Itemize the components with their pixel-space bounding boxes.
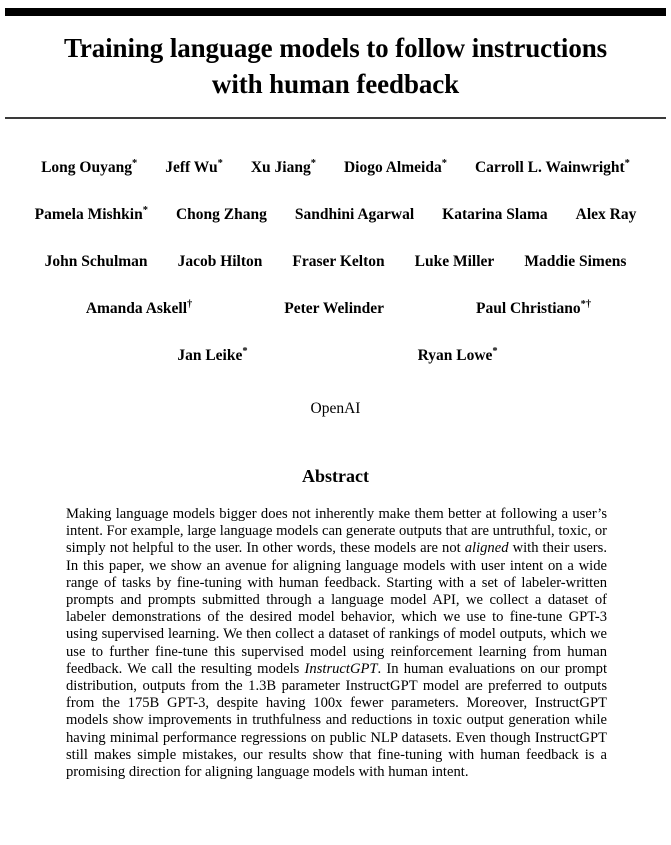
author-name: Paul Christiano*† — [476, 298, 592, 317]
author-name: Maddie Simens — [524, 253, 627, 270]
title-line-1: Training language models to follow instructions — [63, 33, 608, 63]
abstract-text: Making language models bigger does not inherently make them better at following a user’s intent. For example, large language models can generate outputs that are untruthful, toxic, or simply not helpful to the user. In other words, these models are not — [66, 506, 607, 557]
author-name: Jan Leike* — [177, 345, 248, 364]
author-name: Diogo Almeida* — [343, 157, 447, 176]
abstract-heading: Abstract — [302, 466, 369, 486]
author-footnote-marker: * — [310, 157, 316, 169]
author-footnote-marker: * — [142, 204, 148, 216]
author-name: Jeff Wu* — [165, 157, 223, 176]
author-name: Luke Miller — [414, 253, 495, 270]
author-name: Peter Welinder — [284, 300, 385, 317]
author-row — [10, 252, 661, 299]
author-footnote-marker: * — [492, 345, 498, 357]
author-name: Fraser Kelton — [292, 253, 385, 270]
abstract-emphasis: aligned — [464, 540, 509, 557]
author-row — [10, 158, 661, 205]
author-footnote-marker: * — [624, 157, 630, 169]
author-name: John Schulman — [44, 253, 148, 270]
author-name: Pamela Mishkin* — [34, 204, 148, 223]
author-footnote-marker: * — [217, 157, 223, 169]
author-name: Chong Zhang — [175, 206, 267, 223]
author-name: Xu Jiang* — [250, 157, 316, 176]
author-footnote-marker: *† — [580, 298, 592, 310]
title-line-2: with human feedback — [211, 69, 460, 99]
author-footnote-marker: * — [441, 157, 447, 169]
header-black-bar — [5, 8, 666, 16]
author-name: Alex Ray — [575, 206, 637, 223]
abstract-emphasis: InstructGPT — [304, 660, 378, 677]
author-name: Carroll L. Wainwright* — [474, 157, 630, 176]
abstract-text: . In human evaluations on our prompt distribution, outputs from the 1.3B parameter InstructGPT model are preferred to outputs from the 175B GPT-3, despite having 100x fewer parameters. Moreover, InstructGPT models show improvements in truthfulness and reductions in toxic output generation while having minimal performance regressions on public NLP datasets. Even though InstructGPT still makes simple mistakes, our results show that fine-tuning with human feedback is a promising direction for aligning language models with human intent. — [66, 660, 607, 781]
abstract-text: with their users. In this paper, we show an avenue for aligning language models with user intent on a wide range of tasks by fine-tuning with human feedback. Starting with a set of labeler-written prompts and prompts submitted through a language model API, we collect a dataset of labeler demonstrations of the desired model behavior, which we use to fine-tune GPT-3 using supervised learning. We then collect a dataset of rankings of model outputs, which we use to further fine-tune this supervised model using reinforcement learning from human feedback. We call the resulting models — [66, 540, 607, 677]
author-footnote-marker: * — [131, 157, 138, 169]
author-list — [10, 158, 661, 393]
page-title — [28, 30, 643, 102]
affiliation: OpenAI — [310, 400, 361, 417]
title-divider-rule — [5, 117, 666, 119]
author-row — [10, 299, 661, 346]
author-name: Sandhini Agarwal — [294, 206, 415, 223]
author-row — [10, 346, 661, 393]
author-row — [10, 205, 661, 252]
author-name: Ryan Lowe* — [417, 345, 498, 364]
abstract-body — [66, 506, 607, 781]
author-name: Amanda Askell† — [85, 298, 193, 317]
author-name: Long Ouyang* — [41, 157, 138, 176]
author-footnote-marker: * — [242, 345, 248, 357]
author-footnote-marker: † — [187, 298, 193, 310]
author-name: Katarina Slama — [442, 206, 548, 223]
author-name: Jacob Hilton — [177, 253, 263, 270]
